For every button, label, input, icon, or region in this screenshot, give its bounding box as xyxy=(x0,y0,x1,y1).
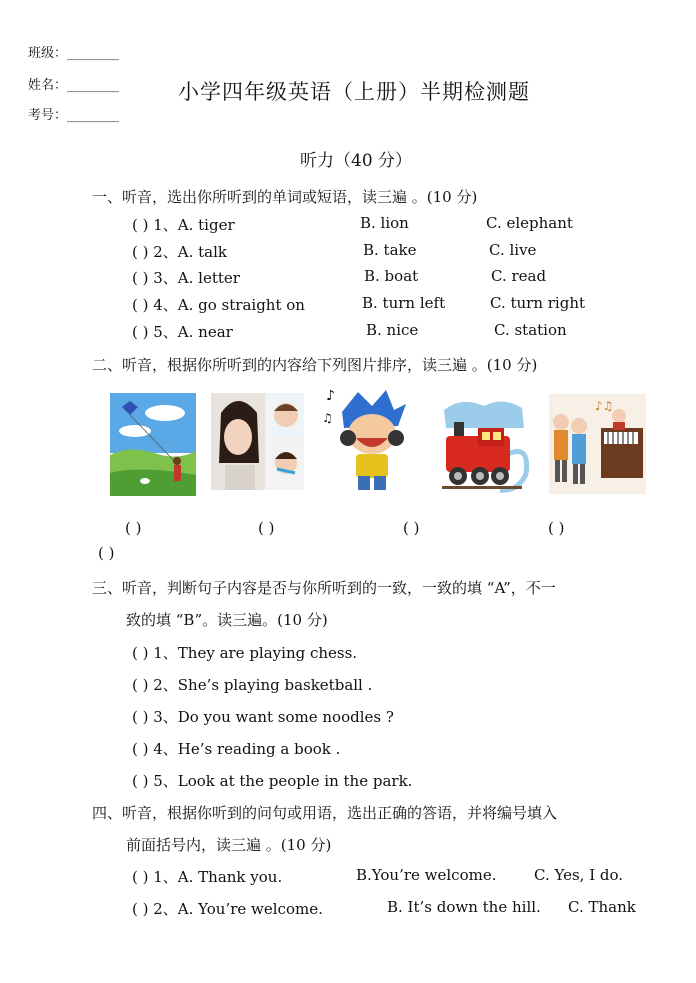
s1-item-3-b: B. boat xyxy=(364,267,419,285)
s1-item-4-b: B. turn left xyxy=(362,294,446,312)
s1-item-1-a: ( ) 1、A. tiger xyxy=(132,216,235,234)
name-label: 姓名： xyxy=(28,78,68,93)
name-blank[interactable]: ________ xyxy=(67,78,120,93)
s3-item-2: ( ) 2、She’s playing basketball . xyxy=(132,676,373,694)
s1-item-2-a: ( ) 2、A. talk xyxy=(132,243,228,261)
section-2-heading: 二、听音，根据你所听到的内容给下列图片排序，读三遍 。(10 分) xyxy=(92,356,538,374)
s1-item-2-b: B. take xyxy=(363,241,417,259)
s4-item-1-b: B.You’re welcome. xyxy=(356,866,497,884)
s1-item-4-a: ( ) 4、A. go straight on xyxy=(132,296,305,314)
class-field xyxy=(28,42,119,61)
boy-listening-music-picture xyxy=(320,382,413,493)
picture-3-answer-bracket[interactable]: ( ) xyxy=(403,519,420,537)
s3-item-3: ( ) 3、Do you want some noodles ? xyxy=(132,708,394,726)
picture-4-answer-bracket[interactable]: ( ) xyxy=(548,519,565,537)
svg-text:♪: ♪ xyxy=(326,388,335,404)
s1-item-1-b: B. lion xyxy=(360,214,409,232)
number-field xyxy=(28,104,119,123)
section-4-heading-line2: 前面括号内，读三遍 。(10 分) xyxy=(126,836,332,854)
section-3-heading-line2: 致的填 “B”。读三遍。(10 分) xyxy=(126,611,328,629)
page-subtitle: 听力（40 分） xyxy=(300,151,413,171)
kite-flying-picture xyxy=(110,393,196,496)
s4-item-1-c: C. Yes, I do. xyxy=(534,866,624,884)
s4-item-2-b: B. It’s down the hill. xyxy=(387,898,541,916)
number-label: 考号： xyxy=(28,108,68,123)
class-blank[interactable]: ________ xyxy=(67,46,120,61)
svg-text:♫: ♫ xyxy=(322,411,333,425)
section-3-heading-line1: 三、听音，判断句子内容是否与你所听到的一致，一致的填 “A”，不一 xyxy=(92,579,556,597)
s1-item-3-a: ( ) 3、A. letter xyxy=(132,269,240,287)
toy-train-picture xyxy=(438,394,532,497)
s3-item-4: ( ) 4、He’s reading a book . xyxy=(132,740,341,758)
s1-item-5-a: ( ) 5、A. near xyxy=(132,323,233,341)
s1-item-2-c: C. live xyxy=(489,241,537,259)
page-title: 小学四年级英语（上册）半期检测题 xyxy=(178,80,530,104)
s4-item-2-c: C. Thank xyxy=(568,898,636,916)
section-4-heading-line1: 四、听音，根据你听到的问句或用语，选出正确的答语，并将编号填入 xyxy=(92,804,558,822)
name-field xyxy=(28,74,119,93)
number-blank[interactable]: ________ xyxy=(67,108,120,123)
s4-item-2-a: ( ) 2、A. You’re welcome. xyxy=(132,900,323,918)
s1-item-5-b: B. nice xyxy=(366,321,419,339)
picture-5-answer-bracket[interactable]: ( ) xyxy=(98,544,115,562)
s4-item-1-a: ( ) 1、A. Thank you. xyxy=(132,868,283,886)
s3-item-5: ( ) 5、Look at the people in the park. xyxy=(132,772,413,790)
woman-brushing-teeth-picture xyxy=(211,393,304,490)
svg-text:♪♫: ♪♫ xyxy=(595,399,614,413)
s3-item-1: ( ) 1、They are playing chess. xyxy=(132,644,358,662)
children-playing-piano-picture xyxy=(549,394,646,494)
s1-item-5-c: C. station xyxy=(494,321,567,339)
s1-item-3-c: C. read xyxy=(491,267,547,285)
picture-1-answer-bracket[interactable]: ( ) xyxy=(125,519,142,537)
picture-2-answer-bracket[interactable]: ( ) xyxy=(258,519,275,537)
s1-item-1-c: C. elephant xyxy=(486,214,573,232)
class-label: 班级： xyxy=(28,46,68,61)
section-1-heading: 一、听音，选出你所听到的单词或短语，读三遍 。(10 分) xyxy=(92,188,478,206)
s1-item-4-c: C. turn right xyxy=(490,294,586,312)
